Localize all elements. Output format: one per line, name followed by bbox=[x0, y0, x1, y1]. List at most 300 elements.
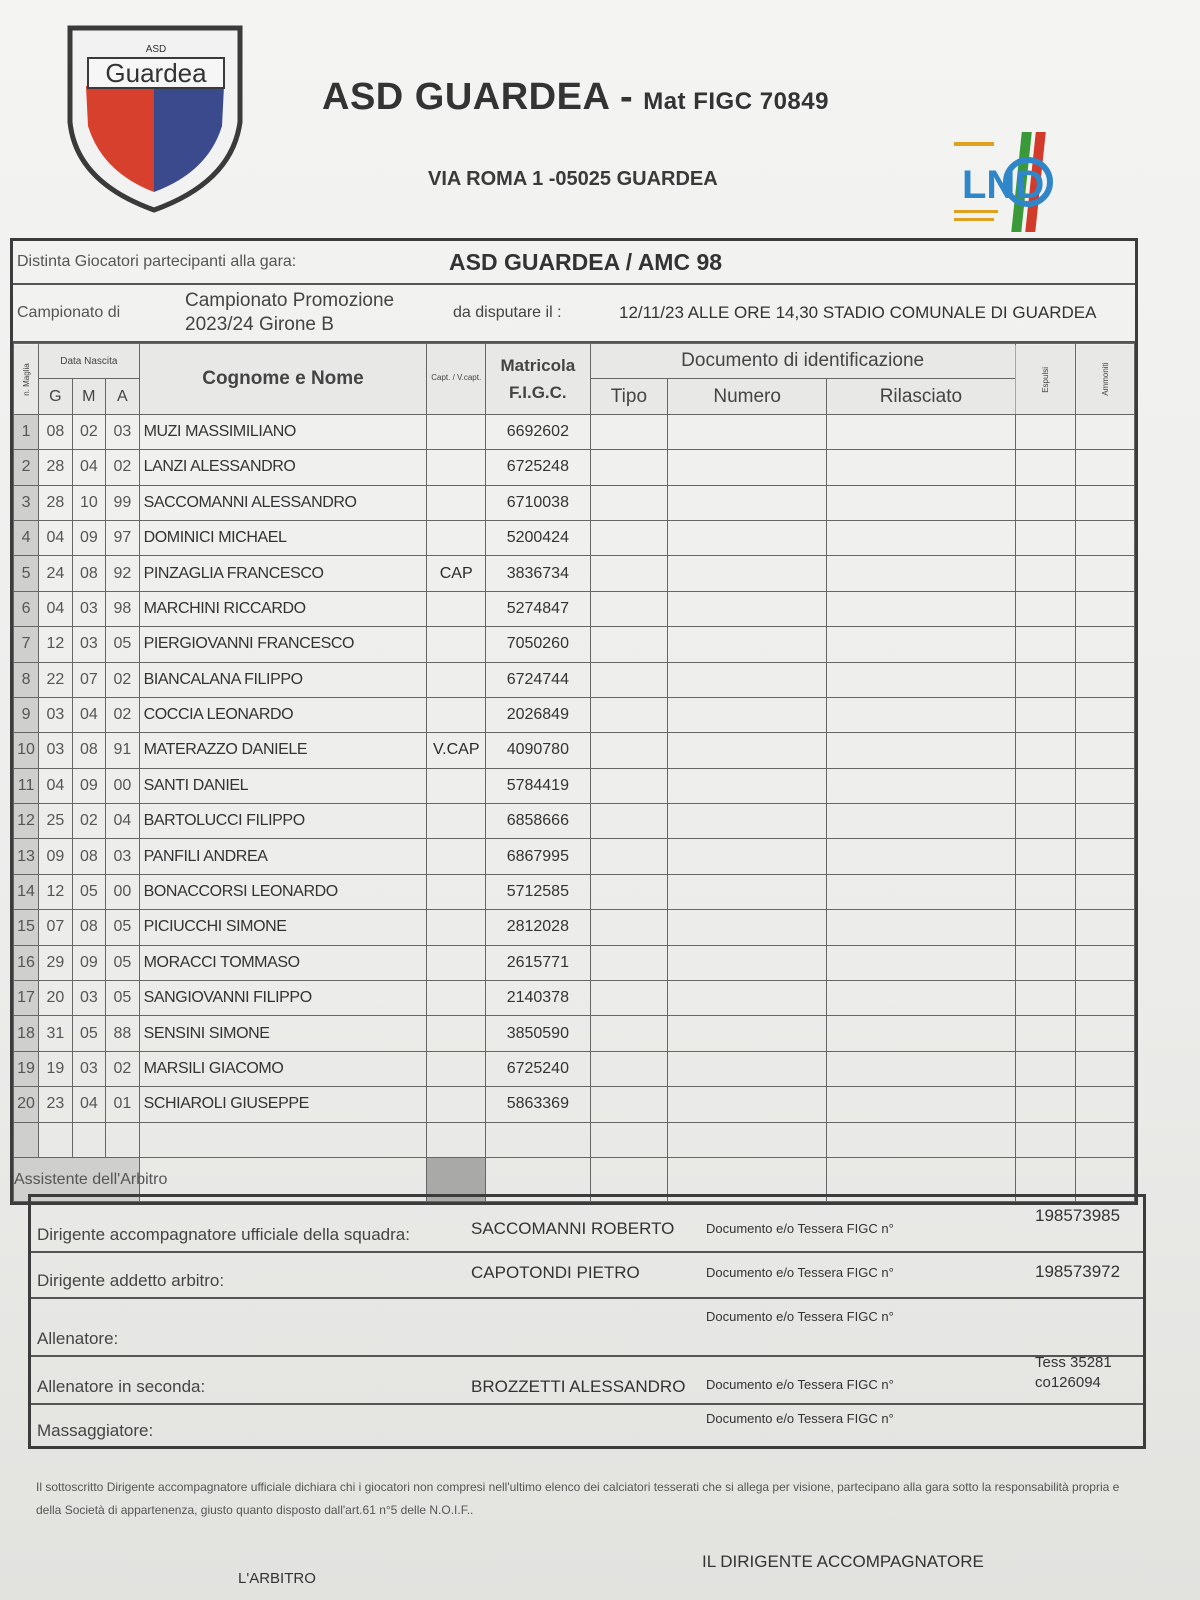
player-doc-tipo bbox=[590, 414, 667, 449]
player-birth-day: 12 bbox=[39, 874, 72, 909]
player-birth-day: 08 bbox=[39, 414, 72, 449]
player-matricola: 2140378 bbox=[486, 981, 591, 1016]
player-captain bbox=[427, 910, 486, 945]
col-g: G bbox=[39, 379, 72, 414]
player-doc-numero bbox=[668, 662, 827, 697]
player-number: 15 bbox=[14, 910, 39, 945]
player-doc-tipo bbox=[590, 981, 667, 1016]
player-name: MARSILI GIACOMO bbox=[139, 1051, 427, 1086]
player-name: BIANCALANA FILIPPO bbox=[139, 662, 427, 697]
player-row bbox=[14, 910, 1135, 945]
player-birth-day: 04 bbox=[39, 520, 72, 555]
player-name: LANZI ALESSANDRO bbox=[139, 450, 427, 485]
player-captain bbox=[427, 697, 486, 732]
col-data-nascita: Data Nascita bbox=[39, 344, 139, 379]
player-doc-tipo bbox=[590, 945, 667, 980]
campionato-label: Campionato di bbox=[17, 304, 121, 321]
logo-asd-text: ASD bbox=[145, 44, 167, 55]
matricola-line2: F.I.G.C. bbox=[509, 382, 567, 402]
player-name: MATERAZZO DANIELE bbox=[139, 733, 427, 768]
campionato-value bbox=[185, 289, 453, 337]
player-row bbox=[14, 981, 1135, 1016]
player-birth-month: 10 bbox=[72, 485, 105, 520]
club-shield-logo bbox=[62, 22, 247, 212]
club-title bbox=[322, 76, 829, 119]
player-birth-month: 08 bbox=[72, 556, 105, 591]
player-birth-day: 31 bbox=[39, 1016, 72, 1051]
player-matricola: 5200424 bbox=[486, 520, 591, 555]
player-doc-tipo bbox=[590, 450, 667, 485]
player-name: SENSINI SIMONE bbox=[139, 1016, 427, 1051]
player-number: 9 bbox=[14, 697, 39, 732]
player-doc-rilasciato bbox=[827, 414, 1015, 449]
player-name: PINZAGLIA FRANCESCO bbox=[139, 556, 427, 591]
player-captain bbox=[427, 874, 486, 909]
player-captain bbox=[427, 450, 486, 485]
player-ammoniti bbox=[1076, 627, 1135, 662]
player-espulsi bbox=[1015, 981, 1076, 1016]
player-birth-day: 07 bbox=[39, 910, 72, 945]
massaggiatore-doc: Documento e/o Tessera FIGC n° bbox=[706, 1411, 894, 1426]
player-espulsi bbox=[1015, 804, 1076, 839]
player-doc-numero bbox=[668, 874, 827, 909]
player-birth-day: 29 bbox=[39, 945, 72, 980]
player-birth-month: 03 bbox=[72, 1051, 105, 1086]
player-matricola: 6867995 bbox=[486, 839, 591, 874]
player-row bbox=[14, 556, 1135, 591]
player-birth-year: 03 bbox=[106, 414, 140, 449]
player-birth-day: 12 bbox=[39, 627, 72, 662]
player-birth-year: 05 bbox=[106, 981, 140, 1016]
player-birth-month: 09 bbox=[72, 520, 105, 555]
dirigente-label: Dirigente accompagnatore ufficiale della squadra: bbox=[37, 1225, 410, 1244]
player-number: 13 bbox=[14, 839, 39, 874]
col-tipo: Tipo bbox=[590, 379, 667, 414]
player-row bbox=[14, 520, 1135, 555]
player-name: MUZI MASSIMILIANO bbox=[139, 414, 427, 449]
massaggiatore-label: Massaggiatore: bbox=[37, 1421, 154, 1440]
empty-cell bbox=[590, 1122, 667, 1157]
player-doc-numero bbox=[668, 485, 827, 520]
matricola-line1: Matricola bbox=[500, 355, 576, 375]
player-doc-rilasciato bbox=[827, 910, 1015, 945]
player-matricola: 6724744 bbox=[486, 662, 591, 697]
player-row bbox=[14, 1051, 1135, 1086]
player-doc-numero bbox=[668, 556, 827, 591]
player-espulsi bbox=[1015, 662, 1076, 697]
player-number: 5 bbox=[14, 556, 39, 591]
player-birth-year: 05 bbox=[106, 627, 140, 662]
player-ammoniti bbox=[1076, 520, 1135, 555]
player-matricola: 6692602 bbox=[486, 414, 591, 449]
player-birth-day: 28 bbox=[39, 485, 72, 520]
club-name: ASD GUARDEA - bbox=[322, 76, 634, 118]
lnd-text: LND bbox=[962, 163, 1045, 207]
player-doc-tipo bbox=[590, 804, 667, 839]
col-numero: Numero bbox=[668, 379, 827, 414]
empty-cell bbox=[486, 1122, 591, 1157]
players-table bbox=[13, 343, 1135, 1202]
player-birth-month: 04 bbox=[72, 1087, 105, 1122]
player-birth-year: 05 bbox=[106, 910, 140, 945]
player-doc-rilasciato bbox=[827, 733, 1015, 768]
player-ammoniti bbox=[1076, 768, 1135, 803]
club-address: VIA ROMA 1 -05025 GUARDEA bbox=[428, 168, 718, 190]
player-birth-day: 03 bbox=[39, 697, 72, 732]
allenatore-label: Allenatore: bbox=[37, 1329, 119, 1348]
player-birth-year: 02 bbox=[106, 662, 140, 697]
player-doc-numero bbox=[668, 768, 827, 803]
player-matricola: 2026849 bbox=[486, 697, 591, 732]
player-captain bbox=[427, 804, 486, 839]
player-doc-numero bbox=[668, 591, 827, 626]
player-number: 19 bbox=[14, 1051, 39, 1086]
player-number: 4 bbox=[14, 520, 39, 555]
player-ammoniti bbox=[1076, 839, 1135, 874]
player-doc-numero bbox=[668, 1016, 827, 1051]
player-ammoniti bbox=[1076, 1087, 1135, 1122]
player-number: 14 bbox=[14, 874, 39, 909]
dirigente-doc: Documento e/o Tessera FIGC n° bbox=[706, 1221, 894, 1236]
player-birth-year: 97 bbox=[106, 520, 140, 555]
col-documento: Documento di identificazione bbox=[590, 344, 1015, 379]
player-ammoniti bbox=[1076, 591, 1135, 626]
player-ammoniti bbox=[1076, 556, 1135, 591]
addetto-value: 198573972 bbox=[1035, 1262, 1121, 1281]
player-doc-rilasciato bbox=[827, 697, 1015, 732]
player-name: BARTOLUCCI FILIPPO bbox=[139, 804, 427, 839]
player-matricola: 7050260 bbox=[486, 627, 591, 662]
player-doc-tipo bbox=[590, 874, 667, 909]
player-row bbox=[14, 733, 1135, 768]
disputare-value: 12/11/23 ALLE ORE 14,30 STADIO COMUNALE DI GUARDEA bbox=[619, 303, 1097, 322]
player-row bbox=[14, 450, 1135, 485]
player-birth-year: 00 bbox=[106, 768, 140, 803]
player-matricola: 6725240 bbox=[486, 1051, 591, 1086]
player-birth-month: 07 bbox=[72, 662, 105, 697]
player-row bbox=[14, 804, 1135, 839]
player-name: SCHIAROLI GIUSEPPE bbox=[139, 1087, 427, 1122]
player-espulsi bbox=[1015, 874, 1076, 909]
empty-cell bbox=[1076, 1122, 1135, 1157]
staff-dirigente-row bbox=[31, 1197, 1143, 1253]
player-doc-rilasciato bbox=[827, 839, 1015, 874]
player-birth-day: 19 bbox=[39, 1051, 72, 1086]
player-number: 3 bbox=[14, 485, 39, 520]
player-doc-rilasciato bbox=[827, 981, 1015, 1016]
player-doc-numero bbox=[668, 733, 827, 768]
player-birth-month: 03 bbox=[72, 981, 105, 1016]
player-doc-rilasciato bbox=[827, 1051, 1015, 1086]
player-doc-numero bbox=[668, 627, 827, 662]
player-ammoniti bbox=[1076, 874, 1135, 909]
player-doc-numero bbox=[668, 839, 827, 874]
player-espulsi bbox=[1015, 591, 1076, 626]
empty-row bbox=[14, 1122, 1135, 1157]
player-row bbox=[14, 874, 1135, 909]
staff-addetto-row bbox=[31, 1253, 1143, 1299]
col-m: M bbox=[72, 379, 105, 414]
player-birth-day: 28 bbox=[39, 450, 72, 485]
player-ammoniti bbox=[1076, 1051, 1135, 1086]
player-matricola: 6725248 bbox=[486, 450, 591, 485]
player-captain: CAP bbox=[427, 556, 486, 591]
player-birth-year: 04 bbox=[106, 804, 140, 839]
player-matricola: 5784419 bbox=[486, 768, 591, 803]
seconda-value-1: Tess 35281 bbox=[1035, 1354, 1112, 1371]
match-row bbox=[13, 241, 1135, 285]
player-row bbox=[14, 1087, 1135, 1122]
player-birth-year: 02 bbox=[106, 697, 140, 732]
signature-dirigente-label: IL DIRIGENTE ACCOMPAGNATORE bbox=[702, 1552, 984, 1571]
player-birth-year: 88 bbox=[106, 1016, 140, 1051]
player-ammoniti bbox=[1076, 697, 1135, 732]
player-captain bbox=[427, 414, 486, 449]
player-birth-month: 05 bbox=[72, 874, 105, 909]
player-birth-day: 04 bbox=[39, 591, 72, 626]
player-number: 6 bbox=[14, 591, 39, 626]
player-birth-day: 09 bbox=[39, 839, 72, 874]
player-number: 7 bbox=[14, 627, 39, 662]
player-espulsi bbox=[1015, 414, 1076, 449]
player-name: SACCOMANNI ALESSANDRO bbox=[139, 485, 427, 520]
staff-seconda-row bbox=[31, 1354, 1143, 1405]
player-name: MORACCI TOMMASO bbox=[139, 945, 427, 980]
player-birth-day: 25 bbox=[39, 804, 72, 839]
seconda-label: Allenatore in seconda: bbox=[37, 1377, 206, 1396]
player-doc-rilasciato bbox=[827, 591, 1015, 626]
player-doc-rilasciato bbox=[827, 485, 1015, 520]
player-espulsi bbox=[1015, 556, 1076, 591]
player-espulsi bbox=[1015, 839, 1076, 874]
player-matricola: 3836734 bbox=[486, 556, 591, 591]
player-ammoniti bbox=[1076, 662, 1135, 697]
player-matricola: 6710038 bbox=[486, 485, 591, 520]
players-form bbox=[10, 238, 1138, 1205]
player-doc-tipo bbox=[590, 733, 667, 768]
player-row bbox=[14, 591, 1135, 626]
player-row bbox=[14, 662, 1135, 697]
player-number: 20 bbox=[14, 1087, 39, 1122]
player-rows bbox=[14, 414, 1135, 1122]
player-birth-month: 03 bbox=[72, 591, 105, 626]
player-birth-year: 92 bbox=[106, 556, 140, 591]
player-birth-day: 23 bbox=[39, 1087, 72, 1122]
player-espulsi bbox=[1015, 450, 1076, 485]
player-doc-tipo bbox=[590, 1051, 667, 1086]
player-matricola: 5274847 bbox=[486, 591, 591, 626]
player-doc-rilasciato bbox=[827, 662, 1015, 697]
empty-cell bbox=[106, 1122, 140, 1157]
player-espulsi bbox=[1015, 945, 1076, 980]
player-doc-numero bbox=[668, 697, 827, 732]
player-doc-numero bbox=[668, 450, 827, 485]
player-captain bbox=[427, 591, 486, 626]
player-doc-tipo bbox=[590, 839, 667, 874]
player-row bbox=[14, 697, 1135, 732]
match-title: ASD GUARDEA / AMC 98 bbox=[449, 248, 723, 275]
player-name: PICIUCCHI SIMONE bbox=[139, 910, 427, 945]
player-name: SANTI DANIEL bbox=[139, 768, 427, 803]
player-doc-numero bbox=[668, 414, 827, 449]
player-number: 10 bbox=[14, 733, 39, 768]
col-a: A bbox=[106, 379, 140, 414]
player-espulsi bbox=[1015, 733, 1076, 768]
disputare-label: da disputare il : bbox=[453, 304, 562, 321]
club-mat: Mat FIGC 70849 bbox=[643, 88, 829, 115]
player-ammoniti bbox=[1076, 804, 1135, 839]
empty-cell bbox=[139, 1122, 427, 1157]
player-birth-day: 03 bbox=[39, 733, 72, 768]
player-birth-year: 03 bbox=[106, 839, 140, 874]
player-birth-month: 04 bbox=[72, 450, 105, 485]
col-n-maglia: n. Maglia bbox=[14, 344, 39, 415]
player-number: 12 bbox=[14, 804, 39, 839]
player-ammoniti bbox=[1076, 450, 1135, 485]
col-rilasciato: Rilasciato bbox=[827, 379, 1015, 414]
player-espulsi bbox=[1015, 910, 1076, 945]
seconda-value bbox=[1035, 1353, 1112, 1394]
player-espulsi bbox=[1015, 1051, 1076, 1086]
player-matricola: 5712585 bbox=[486, 874, 591, 909]
player-row bbox=[14, 768, 1135, 803]
empty-cell bbox=[668, 1122, 827, 1157]
player-birth-month: 04 bbox=[72, 697, 105, 732]
player-number: 2 bbox=[14, 450, 39, 485]
player-row bbox=[14, 839, 1135, 874]
player-doc-rilasciato bbox=[827, 804, 1015, 839]
player-doc-numero bbox=[668, 520, 827, 555]
dirigente-value: 198573985 bbox=[1035, 1206, 1121, 1225]
player-captain bbox=[427, 627, 486, 662]
player-captain bbox=[427, 662, 486, 697]
col-ammoniti: Ammoniti bbox=[1076, 344, 1135, 415]
player-captain bbox=[427, 945, 486, 980]
player-ammoniti bbox=[1076, 1016, 1135, 1051]
staff-allenatore-row bbox=[31, 1299, 1143, 1357]
player-birth-year: 02 bbox=[106, 1051, 140, 1086]
addetto-doc: Documento e/o Tessera FIGC n° bbox=[706, 1265, 894, 1280]
player-name: PANFILI ANDREA bbox=[139, 839, 427, 874]
player-birth-year: 05 bbox=[106, 945, 140, 980]
col-capt: Capt. / V.capt. bbox=[427, 344, 486, 415]
player-doc-rilasciato bbox=[827, 556, 1015, 591]
player-birth-day: 20 bbox=[39, 981, 72, 1016]
player-doc-numero bbox=[668, 1087, 827, 1122]
player-matricola: 5863369 bbox=[486, 1087, 591, 1122]
player-name: PIERGIOVANNI FRANCESCO bbox=[139, 627, 427, 662]
col-matricola bbox=[486, 344, 591, 415]
player-matricola: 3850590 bbox=[486, 1016, 591, 1051]
player-doc-rilasciato bbox=[827, 1087, 1015, 1122]
player-doc-numero bbox=[668, 981, 827, 1016]
player-birth-year: 99 bbox=[106, 485, 140, 520]
signature-arbitro-label: L'ARBITRO bbox=[238, 1570, 316, 1587]
player-birth-month: 09 bbox=[72, 945, 105, 980]
player-doc-tipo bbox=[590, 910, 667, 945]
player-doc-tipo bbox=[590, 1016, 667, 1051]
player-ammoniti bbox=[1076, 945, 1135, 980]
player-espulsi bbox=[1015, 485, 1076, 520]
player-doc-rilasciato bbox=[827, 1016, 1015, 1051]
player-captain bbox=[427, 839, 486, 874]
player-doc-tipo bbox=[590, 556, 667, 591]
player-birth-month: 08 bbox=[72, 839, 105, 874]
player-birth-month: 09 bbox=[72, 768, 105, 803]
player-doc-tipo bbox=[590, 1087, 667, 1122]
addetto-label: Dirigente addetto arbitro: bbox=[37, 1271, 225, 1290]
player-captain bbox=[427, 981, 486, 1016]
player-number: 18 bbox=[14, 1016, 39, 1051]
player-matricola: 4090780 bbox=[486, 733, 591, 768]
empty-cell bbox=[1015, 1122, 1076, 1157]
campionato-line1: Campionato Promozione bbox=[185, 290, 395, 312]
player-doc-numero bbox=[668, 804, 827, 839]
player-doc-tipo bbox=[590, 627, 667, 662]
player-ammoniti bbox=[1076, 981, 1135, 1016]
empty-cell bbox=[14, 1122, 39, 1157]
logo-guardea-text: Guardea bbox=[105, 58, 207, 88]
player-name: COCCIA LEONARDO bbox=[139, 697, 427, 732]
player-name: BONACCORSI LEONARDO bbox=[139, 874, 427, 909]
player-birth-month: 05 bbox=[72, 1016, 105, 1051]
player-name: DOMINICI MICHAEL bbox=[139, 520, 427, 555]
lnd-logo bbox=[952, 130, 1072, 240]
player-row bbox=[14, 1016, 1135, 1051]
player-doc-tipo bbox=[590, 697, 667, 732]
player-number: 17 bbox=[14, 981, 39, 1016]
player-doc-rilasciato bbox=[827, 627, 1015, 662]
player-birth-year: 02 bbox=[106, 450, 140, 485]
player-ammoniti bbox=[1076, 910, 1135, 945]
empty-cell bbox=[427, 1122, 486, 1157]
player-doc-numero bbox=[668, 945, 827, 980]
player-doc-tipo bbox=[590, 520, 667, 555]
player-doc-tipo bbox=[590, 768, 667, 803]
player-doc-tipo bbox=[590, 662, 667, 697]
player-birth-day: 24 bbox=[39, 556, 72, 591]
assistente-label: Assistente dell'Arbitro bbox=[14, 1157, 140, 1201]
seconda-value-2: co126094 bbox=[1035, 1374, 1101, 1392]
player-espulsi bbox=[1015, 520, 1076, 555]
player-birth-day: 04 bbox=[39, 768, 72, 803]
player-espulsi bbox=[1015, 697, 1076, 732]
player-doc-tipo bbox=[590, 485, 667, 520]
player-number: 1 bbox=[14, 414, 39, 449]
player-birth-month: 08 bbox=[72, 733, 105, 768]
seconda-name: BROZZETTI ALESSANDRO bbox=[471, 1377, 686, 1396]
campionato-row bbox=[13, 285, 1135, 343]
player-espulsi bbox=[1015, 1087, 1076, 1122]
player-matricola: 2615771 bbox=[486, 945, 591, 980]
col-cognome: Cognome e Nome bbox=[139, 344, 427, 415]
player-birth-year: 98 bbox=[106, 591, 140, 626]
player-captain bbox=[427, 485, 486, 520]
player-captain bbox=[427, 1016, 486, 1051]
allenatore-doc: Documento e/o Tessera FIGC n° bbox=[706, 1309, 894, 1324]
player-doc-tipo bbox=[590, 591, 667, 626]
player-name: MARCHINI RICCARDO bbox=[139, 591, 427, 626]
player-captain: V.CAP bbox=[427, 733, 486, 768]
player-captain bbox=[427, 768, 486, 803]
dirigente-name: SACCOMANNI ROBERTO bbox=[471, 1219, 675, 1238]
player-matricola: 2812028 bbox=[486, 910, 591, 945]
player-doc-numero bbox=[668, 910, 827, 945]
player-matricola: 6858666 bbox=[486, 804, 591, 839]
player-birth-month: 02 bbox=[72, 414, 105, 449]
staff-massaggiatore-row bbox=[31, 1405, 1143, 1447]
player-number: 16 bbox=[14, 945, 39, 980]
